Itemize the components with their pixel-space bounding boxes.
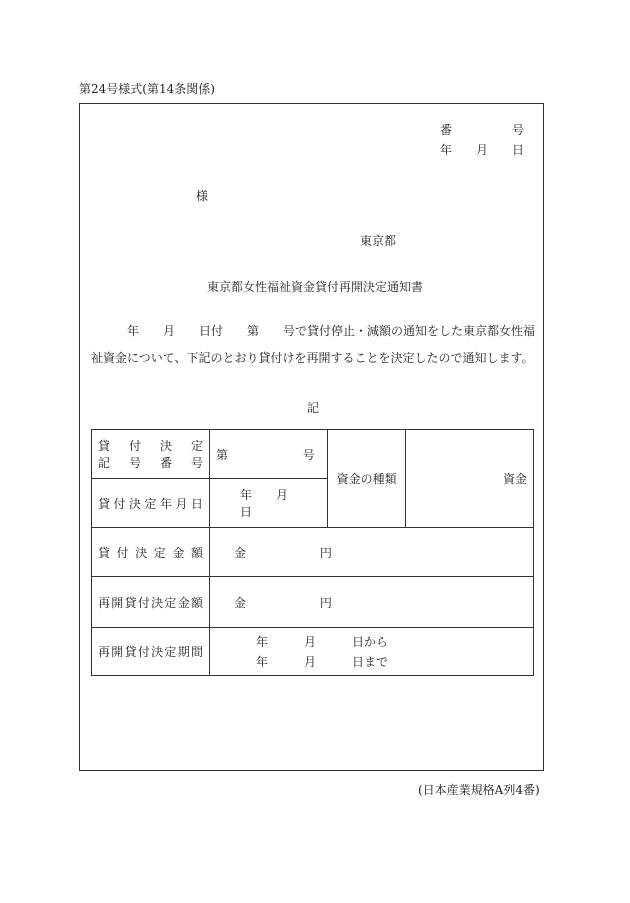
fund-type-label-cell: 資金の種類 <box>327 430 406 528</box>
loan-amount-label: 貸付決定金額 <box>98 545 203 560</box>
loan-number-label-top: 貸付決定 <box>98 439 203 453</box>
body-line-2: 祉資金について、下記のとおり貸付けを再開することを決定したので通知します。 <box>91 351 534 365</box>
form-number-label: 第24号様式(第14条関係) <box>79 82 215 96</box>
loan-amount-prefix: 金 <box>234 545 247 560</box>
fund-type-value-cell: 資金 <box>406 430 534 528</box>
body-paragraph <box>91 318 541 372</box>
addressee-suffix: 様 <box>196 189 209 203</box>
resumed-amount-prefix: 金 <box>234 595 247 610</box>
loan-date-label-cell <box>92 479 210 528</box>
loan-amount-suffix: 円 <box>319 545 332 560</box>
resumed-amount-label: 再開貸付決定金額 <box>98 595 203 610</box>
loan-number-suffix: 号 <box>302 447 315 462</box>
resumed-period-value-cell <box>210 628 534 676</box>
resumed-period-label: 再開貸付決定期間 <box>98 645 203 659</box>
loan-number-label-bottom: 記号番号 <box>98 456 203 470</box>
resumed-period-label-cell <box>92 628 210 676</box>
resumed-amount-suffix: 円 <box>319 595 332 610</box>
body-line-1: 年 月 日付 第 号で貸付停止・減額の通知をした東京都女性福 <box>91 324 536 338</box>
resumed-amount-label-cell <box>92 577 210 628</box>
resumed-period-start: 年 月 日から <box>256 634 389 649</box>
document-date-line: 年 月 日 <box>440 143 525 157</box>
loan-number-prefix: 第 <box>216 447 229 462</box>
resumed-period-end: 年 月 日まで <box>256 654 389 669</box>
loan-date-value-cell: 年 月 日 <box>210 479 328 528</box>
loan-date-label: 貸付決定年月日 <box>98 496 203 511</box>
ki-heading: 記 <box>307 401 320 415</box>
document-title: 東京都女性福祉資金貸付再開決定通知書 <box>207 280 424 294</box>
loan-number-label-cell <box>92 430 210 479</box>
loan-amount-label-cell <box>92 528 210 577</box>
document-number-line: 番 号 <box>440 123 525 137</box>
paper-size-note: (日本産業規格A列4番) <box>418 783 540 797</box>
issuer-name: 東京都 <box>360 234 397 248</box>
loan-amount-value-cell <box>210 528 534 577</box>
loan-number-value-cell <box>210 430 328 479</box>
loan-record-table <box>91 429 534 676</box>
resumed-amount-value-cell <box>210 577 534 628</box>
